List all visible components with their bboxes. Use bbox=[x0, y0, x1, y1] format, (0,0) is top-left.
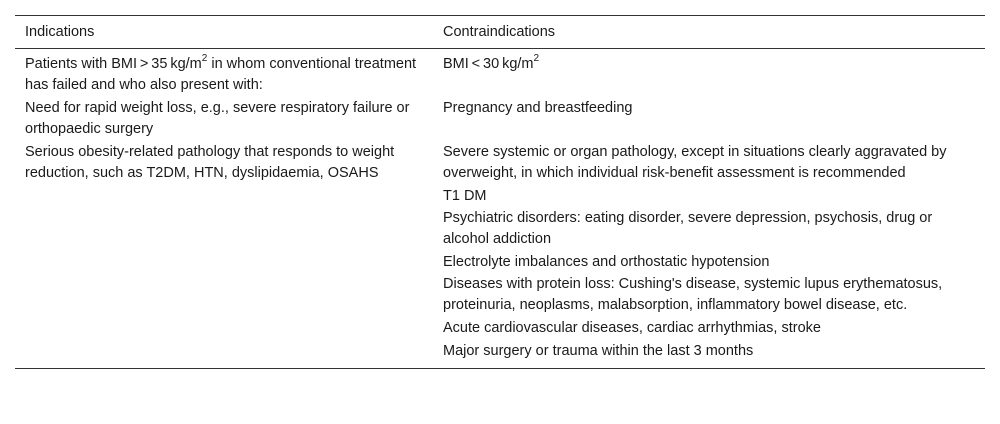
table-body-row bbox=[15, 49, 985, 369]
contraindication-item: Electrolyte imbalances and orthostatic hypotension bbox=[443, 253, 770, 270]
header-contraindications: Contraindications bbox=[433, 16, 985, 49]
contraindication-item: Acute cardiovascular diseases, cardiac arrhythmias, stroke bbox=[443, 319, 821, 336]
table-header-row bbox=[15, 16, 985, 49]
superscript: 2 bbox=[533, 53, 540, 65]
contraindications-column bbox=[433, 49, 985, 369]
indication-item: Serious obesity-related pathology that responds to weight reduction, such as T2DM, HTN, dyslipidaemia, OSAHS bbox=[25, 144, 395, 181]
indication-item: Patients with BMI > 35 $kg/m^2$ in whom conventional treatment has failed and who also present with: bbox=[25, 53, 417, 93]
contraindication-item: Pregnancy and breastfeeding bbox=[443, 100, 633, 116]
contraindication-item: Psychiatric disorders: eating disorder, severe depression, psychosis, drug or alcohol addiction bbox=[443, 210, 933, 248]
contraindication-item: T1 DM bbox=[443, 187, 487, 204]
indications-column bbox=[15, 49, 433, 369]
indication-item: Need for rapid weight loss, e.g., severe respiratory failure or orthopaedic surgery bbox=[25, 100, 410, 137]
indications-contraindications-table bbox=[15, 15, 985, 369]
indications-table-container bbox=[15, 15, 985, 369]
contraindication-item: Diseases with protein loss: Cushing's disease, systemic lupus erythematosus, proteinuria, neoplasms, malabsorption, inflammatory bowel disease, etc. bbox=[443, 276, 943, 314]
contraindication-item: Major surgery or trauma within the last 3 months bbox=[443, 342, 754, 359]
header-indications: Indications bbox=[15, 16, 433, 49]
superscript: 2 bbox=[201, 53, 208, 65]
contraindication-item: BMI < 30 $kg/m^2$ bbox=[443, 53, 540, 72]
contraindication-item: Severe systemic or organ pathology, except in situations clearly aggravated by overweight, in which individual risk-benefit assessment is recommended bbox=[443, 144, 947, 181]
